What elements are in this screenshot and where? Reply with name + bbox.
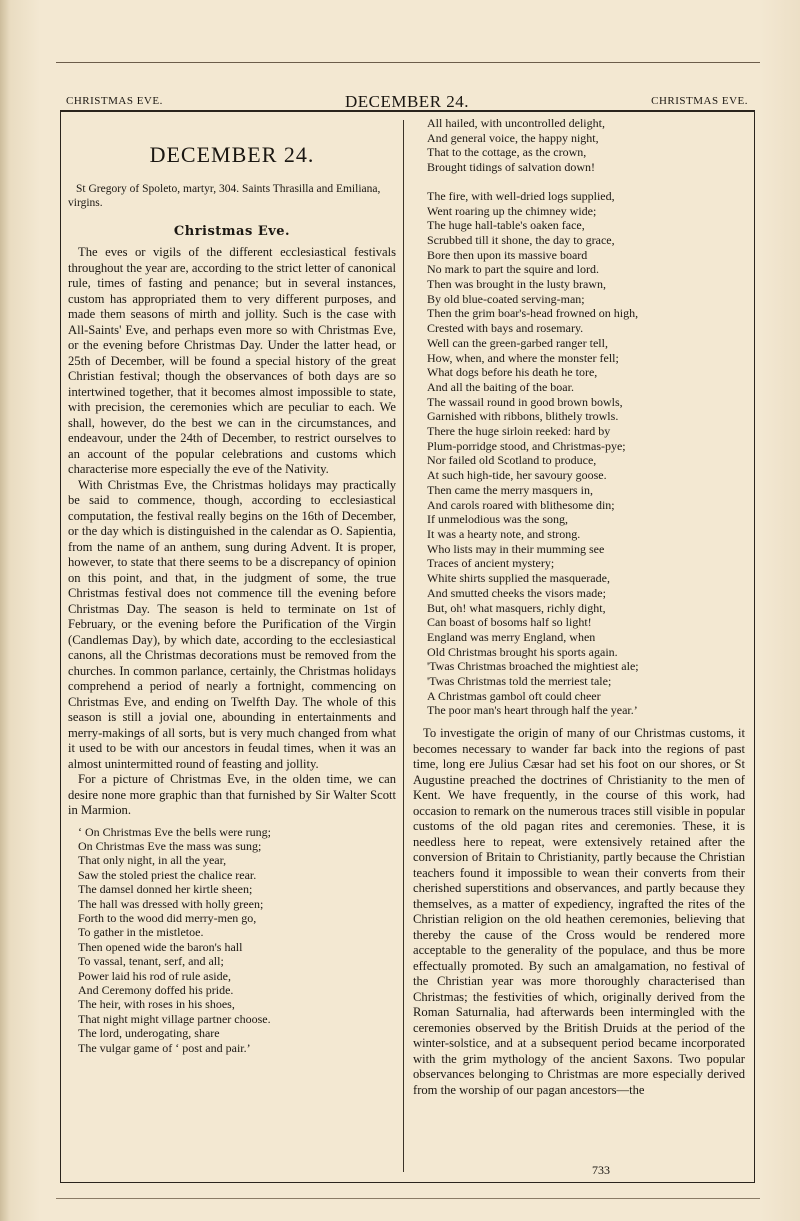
left-column: [68, 118, 396, 1055]
poem-line: That to the cottage, as the crown,: [427, 145, 587, 160]
header-right: CHRISTMAS EVE.: [651, 95, 748, 107]
poem-line: The huge hall-table's oaken face,: [427, 218, 585, 233]
right-column: [413, 112, 745, 1098]
poem-continued-2: [427, 189, 745, 718]
poem-line: Plum-porridge stood, and Christmas-pye;: [427, 438, 626, 453]
poem-line: The hall was dressed with holly green;: [78, 896, 264, 911]
poem-line: Went roaring up the chimney wide;: [427, 203, 597, 218]
poem-line: It was a hearty note, and strong.: [427, 526, 581, 541]
poem-line: Then the grim boar's-head frowned on high,: [427, 306, 639, 321]
poem-line: No mark to part the squire and lord.: [427, 262, 599, 277]
poem-line: Scrubbed till it shone, the day to grace,: [427, 232, 615, 247]
top-rule: [56, 62, 760, 63]
poem-line: Then came the merry masquers in,: [427, 482, 593, 497]
poem-line: Bore then upon its massive board: [427, 247, 588, 262]
poem-line: Power laid his rod of rule aside,: [78, 968, 231, 983]
paragraph-1: The eves or vigils of the different ecclesiastical festivals throughout the year are, according to the strict letter of canonical rule, times of fasting and penance; but in several instances, custom has appropriated them to very different purposes, and made them seasons of mirth and jollity. Such is the case with All-Saints' Eve, and perhaps even more so with Christmas Eve, or the evening before Christmas Day. Under the latter head, or 25th of December, will be found a special history of the great Christian festival; though the observances of both days are so intertwined together, that it becomes almost impossible to state, with precision, the ceremonies which are peculiar to each. We shall, however, do the best we can in the circumstances, and endeavour, under the 24th of December, to restrict ourselves to an account of the popular celebrations and customs which characterise more especially the eve of the Nativity.: [68, 245, 396, 476]
poem-line: If unmelodious was the song,: [427, 512, 568, 527]
poem-line: What dogs before his death he tore,: [427, 365, 598, 380]
poem-line: And smutted cheeks the visors made;: [427, 585, 606, 600]
poem-line: Saw the stoled priest the chalice rear.: [78, 867, 257, 882]
poem-line: Who lists may in their mumming see: [427, 541, 605, 556]
poem-line: Then was brought in the lusty brawn,: [427, 277, 606, 292]
poem-line: The heir, with roses in his shoes,: [78, 997, 235, 1012]
paragraph-2: With Christmas Eve, the Christmas holidays may practically be said to commence, though, according to ecclesiastical computation, the festival really begins on the 16th of December, or the day which is distinguished in the calendar as O. Sapientia, from the name of an anthem, sung during Advent. It is proper, however, to state that there seems to be a discrepancy of opinion on this point, and that, in the judgment of some, the true Christmas festival does not commence till the evening before Christmas Day. The season is held to terminate on 1st of February, or the evening before the Purification of the Virgin (Candlemas Day), by which date, according to the ecclesiastical canons, all the Christmas decorations must be removed from the churches. In common parlance, certainly, the Christmas holidays comprehend a period of nearly a fortnight, commencing on Christmas Eve, and ending on Twelfth Day. The whole of this season is still a jovial one, abounding in entertainments and merry-makings of all sorts, but is very much changed from what it used to be with our ancestors in feudal times, when it was an almost unintermitted round of feasting and jollity.: [68, 477, 396, 771]
poem-line: ‘ On Christmas Eve the bells were rung;: [78, 824, 271, 839]
poem-line: That night might village partner choose.: [78, 1011, 271, 1026]
poem-line: All hailed, with uncontrolled delight,: [427, 116, 605, 130]
poem-line: 'Twas Christmas broached the mightiest ale;: [427, 659, 639, 674]
poem-line: 'Twas Christmas told the merriest tale;: [427, 674, 612, 689]
poem-line: To vassal, tenant, serf, and all;: [78, 954, 224, 969]
poem-line: The damsel donned her kirtle sheen;: [78, 882, 253, 897]
poem-line: And all the baiting of the boar.: [427, 379, 574, 394]
poem-line: The lord, underogating, share: [78, 1026, 220, 1041]
poem-line: And general voice, the happy night,: [427, 130, 599, 145]
blackletter-heading: Christmas Eve.: [173, 224, 291, 239]
paragraph-origins: To investigate the origin of many of our Christmas customs, it becomes necessary to wander far back into the regions of past time, long ere Julius Cæsar had set his foot on our shores, or St Augustine preached the doctrines of Christianity to the men of Kent. We have frequently, in the course of this work, had occasion to remark on the numerous traces still visible in popular customs of the old pagan rites and ceremonies. These, it is needless here to repeat, were extensively retained after the conversion of Britain to Christianity, partly because the Christian teachers found it impossible to wean their converts from their cherished superstitions and observances, and partly because they themselves, as a matter of expediency, ingrafted the rites of the Christian religion on the old heathen ceremonies, believing that thereby the cause of the Cross would be rendered more acceptable to the generality of the populace, and thus be more effectually promoted. By such an amalgamation, no festival of the Christian year was more thoroughly characterised than Christmas; the festivities of which, originally derived from the Roman Saturnalia, had afterwards been intermingled with the ceremonies observed by the British Druids at the period of the winter-solstice, and at a subsequent period became incorporated with the grim mythology of the ancient Saxons. Two popular observances belonging to Christmas are more especially derived from the worship of our pagan ancestors—the: [413, 726, 745, 1097]
bottom-rule: [56, 1198, 760, 1199]
poem-line: A Christmas gambol oft could cheer: [427, 688, 601, 703]
paragraph-3: For a picture of Christmas Eve, in the olden time, we can desire none more graphic than that furnished by Sir Walter Scott in Marmion.: [68, 772, 396, 817]
marmion-poem: [78, 825, 396, 1056]
poem-line: That only night, in all the year,: [78, 853, 227, 868]
poem-line: The fire, with well-dried logs supplied,: [427, 188, 615, 203]
poem-line: Garnished with ribbons, blithely trowls.: [427, 409, 619, 424]
page-number: 733: [592, 1163, 610, 1177]
poem-line: White shirts supplied the masquerade,: [427, 571, 610, 586]
poem-line: The vulgar game of ‘ post and pair.’: [78, 1040, 251, 1055]
poem-line: Nor failed old Scotland to produce,: [427, 453, 597, 468]
poem-line: There the huge sirloin reeked: hard by: [427, 424, 611, 439]
date-title: DECEMBER 24.: [149, 142, 315, 167]
poem-line: The poor man's heart through half the year.’: [427, 703, 638, 718]
poem-line: Forth to the wood did merry-men go,: [78, 910, 257, 925]
column-divider: [403, 120, 404, 1172]
poem-line: Brought tidings of salvation down!: [427, 160, 595, 175]
poem-line: England was merry England, when: [427, 629, 596, 644]
poem-line: Old Christmas brought his sports again.: [427, 644, 618, 659]
poem-line: Well can the green-garbed ranger tell,: [427, 335, 608, 350]
poem-line: To gather in the mistletoe.: [78, 925, 204, 940]
poem-line: Can boast of bosoms half so light!: [427, 615, 592, 630]
stanza-break: [413, 175, 745, 185]
saints-line: St Gregory of Spoleto, martyr, 304. Saints Thrasilla and Emiliana, virgins.: [68, 183, 381, 209]
poem-line: And Ceremony doffed his pride.: [78, 982, 234, 997]
poem-line: On Christmas Eve the mass was sung;: [78, 838, 262, 853]
header-center: DECEMBER 24.: [344, 92, 470, 111]
poem-line: Crested with bays and rosemary.: [427, 321, 584, 336]
poem-line: But, oh! what masquers, richly dight,: [427, 600, 606, 615]
poem-line: By old blue-coated serving-man;: [427, 291, 585, 306]
poem-line: At such high-tide, her savoury goose.: [427, 468, 607, 483]
poem-line: The wassail round in good brown bowls,: [427, 394, 623, 409]
poem-line: And carols roared with blithesome din;: [427, 497, 615, 512]
header-left: CHRISTMAS EVE.: [66, 95, 163, 107]
poem-continued-1: [427, 116, 745, 175]
poem-line: Traces of ancient mystery;: [427, 556, 555, 571]
poem-line: Then opened wide the baron's hall: [78, 939, 243, 954]
poem-line: How, when, and where the monster fell;: [427, 350, 619, 365]
